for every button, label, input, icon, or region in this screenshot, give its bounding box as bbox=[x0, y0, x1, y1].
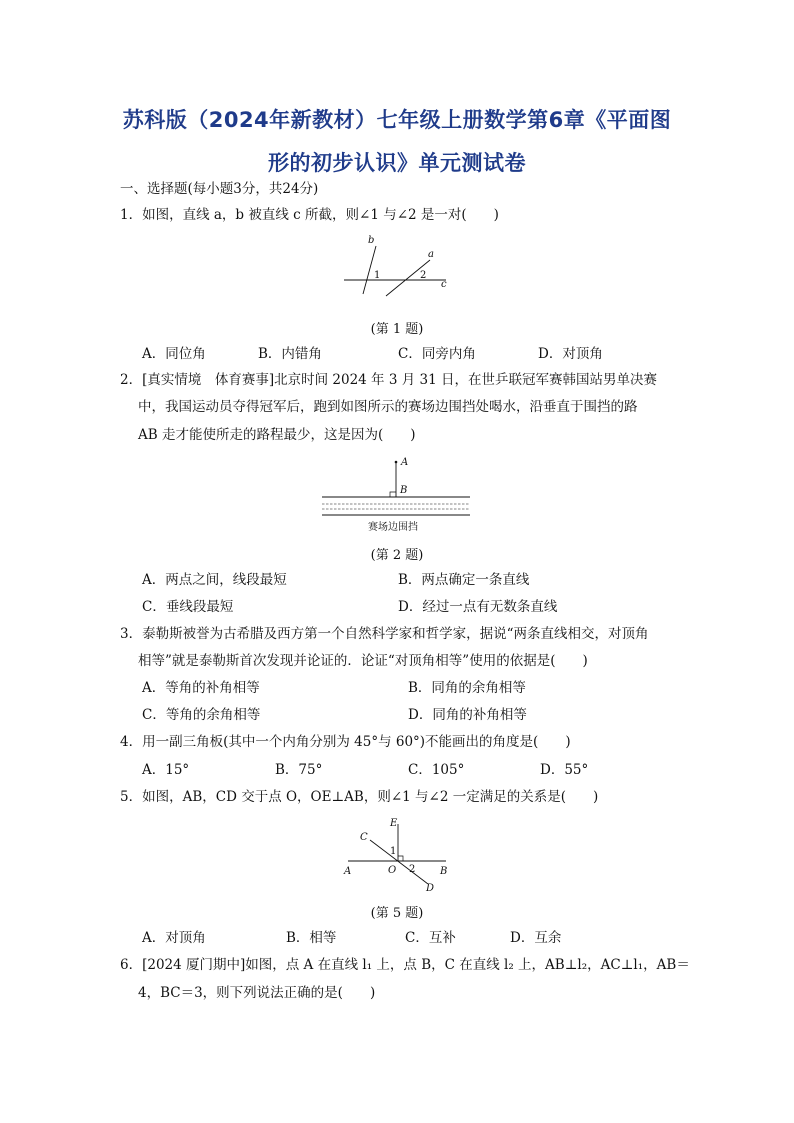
question-5-caption: (第 5 题) bbox=[370, 906, 424, 921]
question-4-option-c[interactable]: C．105° bbox=[408, 762, 465, 778]
right-angle-mark bbox=[398, 856, 403, 861]
label-o: O bbox=[388, 865, 397, 876]
label-angle-1: 1 bbox=[390, 846, 397, 857]
question-6-line-2: 4，BC＝3，则下列说法正确的是( ) bbox=[138, 985, 376, 1001]
page-title-line-2: 形的初步认识》单元测试卷 bbox=[268, 151, 526, 175]
label-e: E bbox=[390, 818, 398, 829]
right-angle-mark bbox=[390, 492, 396, 497]
question-2-figure bbox=[318, 452, 476, 540]
question-5-option-a[interactable]: A．对顶角 bbox=[142, 930, 206, 946]
question-1-figure bbox=[330, 232, 470, 297]
question-4-option-a[interactable]: A．15° bbox=[142, 762, 190, 778]
question-4-option-b[interactable]: B．75° bbox=[275, 762, 323, 778]
question-5-option-c[interactable]: C．互补 bbox=[405, 930, 456, 946]
label-b: B bbox=[400, 485, 408, 496]
question-2-option-b[interactable]: B．两点确定一条直线 bbox=[398, 572, 530, 588]
question-2-option-a[interactable]: A．两点之间，线段最短 bbox=[142, 572, 287, 588]
label-angle-2: 2 bbox=[420, 270, 427, 281]
question-1-text: 1．如图，直线 a，b 被直线 c 所截，则∠1 与∠2 是一对( ) bbox=[120, 207, 499, 223]
label-a: A bbox=[401, 457, 409, 468]
question-2-caption: (第 2 题) bbox=[370, 548, 424, 563]
label-a: a bbox=[428, 249, 434, 260]
label-d: D bbox=[426, 883, 435, 894]
question-3-option-d[interactable]: D．同角的补角相等 bbox=[408, 707, 527, 723]
label-a: A bbox=[344, 866, 352, 877]
board-label: 赛场边围挡 bbox=[368, 522, 418, 533]
line-cd bbox=[370, 840, 428, 884]
label-b: b bbox=[368, 235, 375, 246]
question-1-option-c[interactable]: C．同旁内角 bbox=[398, 346, 476, 362]
question-3-line-1: 3．泰勒斯被誉为古希腊及西方第一个自然科学家和哲学家，据说“两条直线相交，对顶角 bbox=[120, 626, 649, 642]
label-angle-1: 1 bbox=[374, 270, 381, 281]
question-2-line-1: 2．[真实情境 体育赛事]北京时间 2024 年 3 月 31 日，在世乒联冠军赛韩国站男单决赛 bbox=[120, 372, 657, 388]
question-1-caption: (第 1 题) bbox=[370, 322, 424, 337]
label-angle-2: 2 bbox=[409, 864, 416, 875]
question-2-option-d[interactable]: D．经过一点有无数条直线 bbox=[398, 599, 558, 615]
point-a bbox=[395, 461, 398, 464]
question-3-line-2: 相等”就是泰勒斯首次发现并论证的．论证“对顶角相等”使用的依据是( ) bbox=[138, 653, 588, 669]
question-3-option-b[interactable]: B．同角的余角相等 bbox=[408, 680, 526, 696]
question-1-option-b[interactable]: B．内错角 bbox=[258, 346, 322, 362]
question-4-text: 4．用一副三角板(其中一个内角分别为 45°与 60°)不能画出的角度是( ) bbox=[120, 734, 571, 750]
question-2-line-3: AB 走才能使所走的路程最少，这是因为( ) bbox=[138, 427, 416, 443]
label-b: B bbox=[440, 866, 448, 877]
question-1-option-a[interactable]: A．同位角 bbox=[142, 346, 206, 362]
label-c: C bbox=[360, 832, 368, 843]
question-3-option-a[interactable]: A．等角的补角相等 bbox=[142, 680, 260, 696]
question-6-line-1: 6．[2024 厦门期中]如图，点 A 在直线 l₁ 上，点 B，C 在直线 l₂ 上，AB⊥l₂，AC⊥l₁，AB＝ bbox=[120, 957, 690, 973]
question-5-option-b[interactable]: B．相等 bbox=[286, 930, 337, 946]
question-2-line-2: 中，我国运动员夺得冠军后，跑到如图所示的赛场边围挡处喝水，沿垂直于围挡的路 bbox=[138, 399, 638, 415]
question-5-option-d[interactable]: D．互余 bbox=[510, 930, 562, 946]
question-4-option-d[interactable]: D．55° bbox=[540, 762, 589, 778]
page-title-line-1: 苏科版（2024年新教材）七年级上册数学第6章《平面图 bbox=[122, 108, 672, 132]
question-1-option-d[interactable]: D．对顶角 bbox=[538, 346, 603, 362]
question-3-option-c[interactable]: C．等角的余角相等 bbox=[142, 707, 261, 723]
question-2-option-c[interactable]: C．垂线段最短 bbox=[142, 599, 234, 615]
question-5-figure bbox=[338, 812, 458, 894]
label-c: c bbox=[441, 279, 447, 290]
question-5-text: 5．如图，AB，CD 交于点 O，OE⊥AB，则∠1 与∠2 一定满足的关系是( ) bbox=[120, 789, 599, 805]
section-heading: 一、选择题(每小题3分，共24分) bbox=[120, 181, 319, 197]
